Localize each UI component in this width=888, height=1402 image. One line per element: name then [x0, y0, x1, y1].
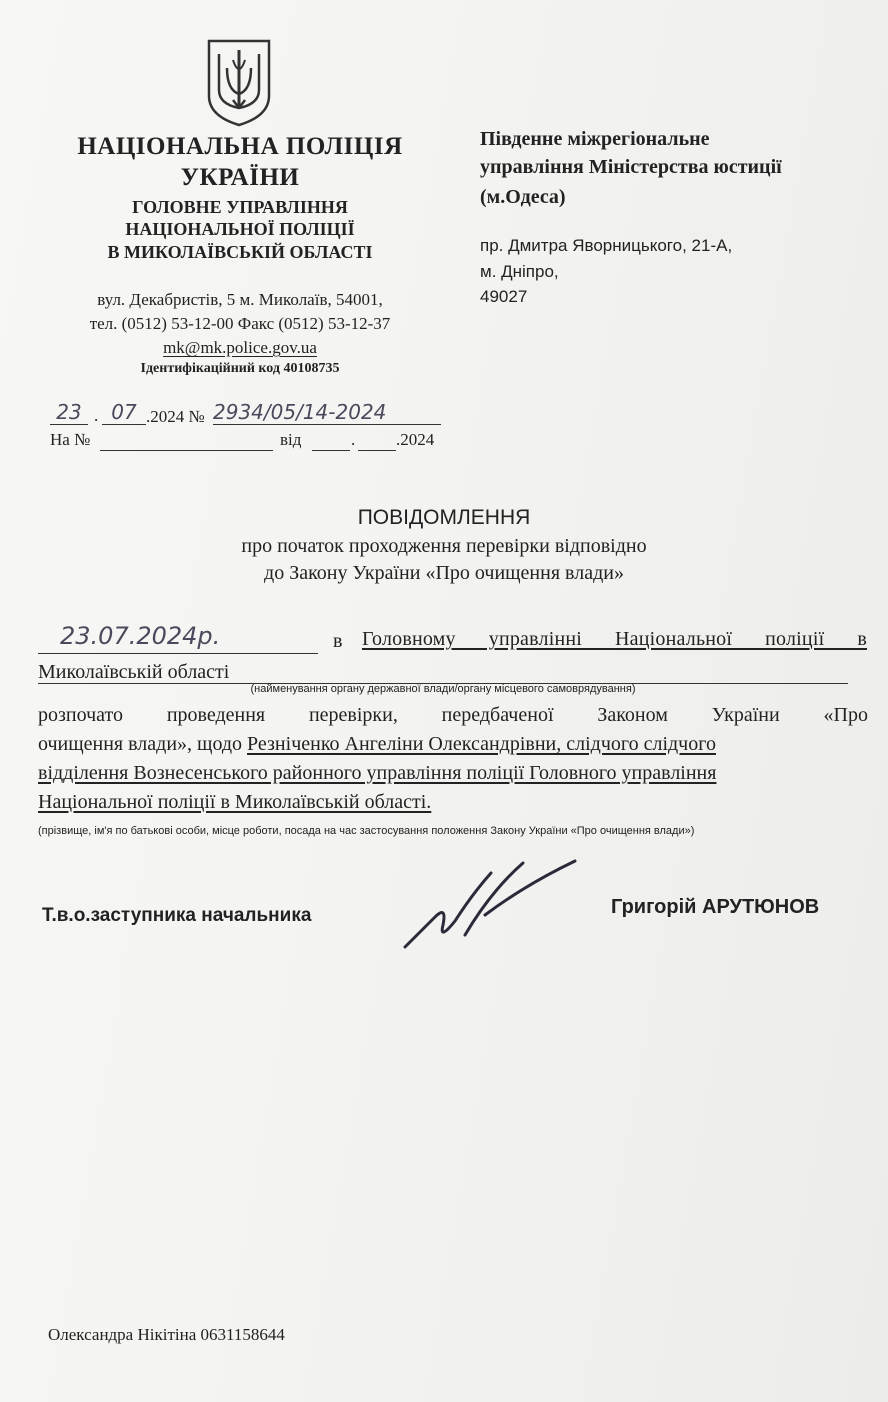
recipient-line2: управління Міністерства юстиції	[480, 156, 782, 178]
recipient-address-line1: пр. Дмитра Яворницького, 21-А,	[480, 236, 733, 255]
reference-line	[50, 430, 450, 456]
executor-contact: Олександра Нікітіна 0631158644	[48, 1325, 285, 1344]
signature-name: Григорій АРУТЮНОВ	[611, 896, 820, 918]
reference-date-label: від	[280, 430, 302, 449]
body-paragraph-line2-prefix: очищення влади», щодо	[38, 733, 243, 755]
coat-of-arms-emblem	[205, 38, 273, 128]
body-org-line2-underline	[38, 657, 848, 684]
body-paragraph-line4: Національної поліції в Миколаївській області.	[38, 791, 432, 813]
reference-date-dot: .	[351, 430, 356, 449]
registration-year: .2024 №	[146, 407, 205, 426]
handwritten-signature	[395, 855, 585, 955]
body-paragraph-line3: відділення Вознесенського районного управління поліції Головного управління	[38, 762, 717, 784]
body-org-line2: Миколаївській області	[38, 661, 230, 683]
reference-date-blank-month	[358, 450, 396, 451]
registration-line	[50, 402, 445, 428]
recipient-address-line2: м. Дніпро,	[480, 262, 559, 281]
body-paragraph-line1: розпочато проведення перевірки, передбаченої Законом України «Про	[38, 704, 868, 726]
registration-month: 07	[102, 400, 146, 425]
sender-email: mk@mk.police.gov.ua	[163, 338, 317, 357]
body-person-name: Резніченко Ангеліни Олександрівни, слідчого слідчого	[247, 733, 716, 755]
reference-number-label: На №	[50, 430, 91, 449]
recipient-line3: (м.Одеса)	[480, 186, 566, 208]
body-date-handwritten: 23.07.2024р.	[38, 622, 318, 654]
body-person-caption: (прізвище, ім'я по батькові особи, місце роботи, посада на час застосування положення Закону України «Про очищення влади»)	[38, 825, 695, 837]
sender-dept-line3: В МИКОЛАЇВСЬКІЙ ОБЛАСТІ	[107, 242, 373, 262]
sender-dept-line2: НАЦІОНАЛЬНОЇ ПОЛІЦІЇ	[125, 219, 355, 239]
reference-year: .2024	[396, 430, 435, 449]
body-org-line1: Головному управлінні Національної поліції в	[362, 628, 867, 650]
recipient-address-line3: 49027	[480, 287, 528, 306]
signature-position: Т.в.о.заступника начальника	[42, 905, 312, 926]
sender-address: вул. Декабристів, 5 м. Миколаїв, 54001,	[97, 290, 383, 309]
registration-day: 23	[50, 400, 88, 425]
sender-id-code: Ідентифікаційний код 40108735	[140, 361, 340, 376]
sender-dept-line1: ГОЛОВНЕ УПРАВЛІННЯ	[132, 197, 348, 217]
registration-number: 2934/05/14-2024	[213, 400, 441, 425]
recipient-line1: Південне міжрегіональне	[480, 128, 710, 150]
body-org-caption: (найменування органу державної влади/органу місцевого самоврядування)	[250, 683, 636, 695]
body-in-word: в	[333, 630, 343, 652]
body-paragraph-line2	[38, 733, 868, 756]
sender-org-line2: УКРАЇНИ	[180, 164, 300, 191]
registration-dot: .	[94, 406, 99, 425]
document-subtitle-line1: про початок проходження перевірки відповідно	[241, 535, 647, 557]
sender-org-line1: НАЦІОНАЛЬНА ПОЛІЦІЯ	[77, 133, 403, 160]
reference-date-blank-day	[312, 450, 350, 451]
sender-phone: тел. (0512) 53-12-00 Факс (0512) 53-12-37	[89, 314, 391, 333]
reference-number-blank	[100, 450, 273, 451]
document-title: ПОВІДОМЛЕННЯ	[357, 506, 531, 529]
document-subtitle-line2: до Закону України «Про очищення влади»	[264, 562, 624, 584]
